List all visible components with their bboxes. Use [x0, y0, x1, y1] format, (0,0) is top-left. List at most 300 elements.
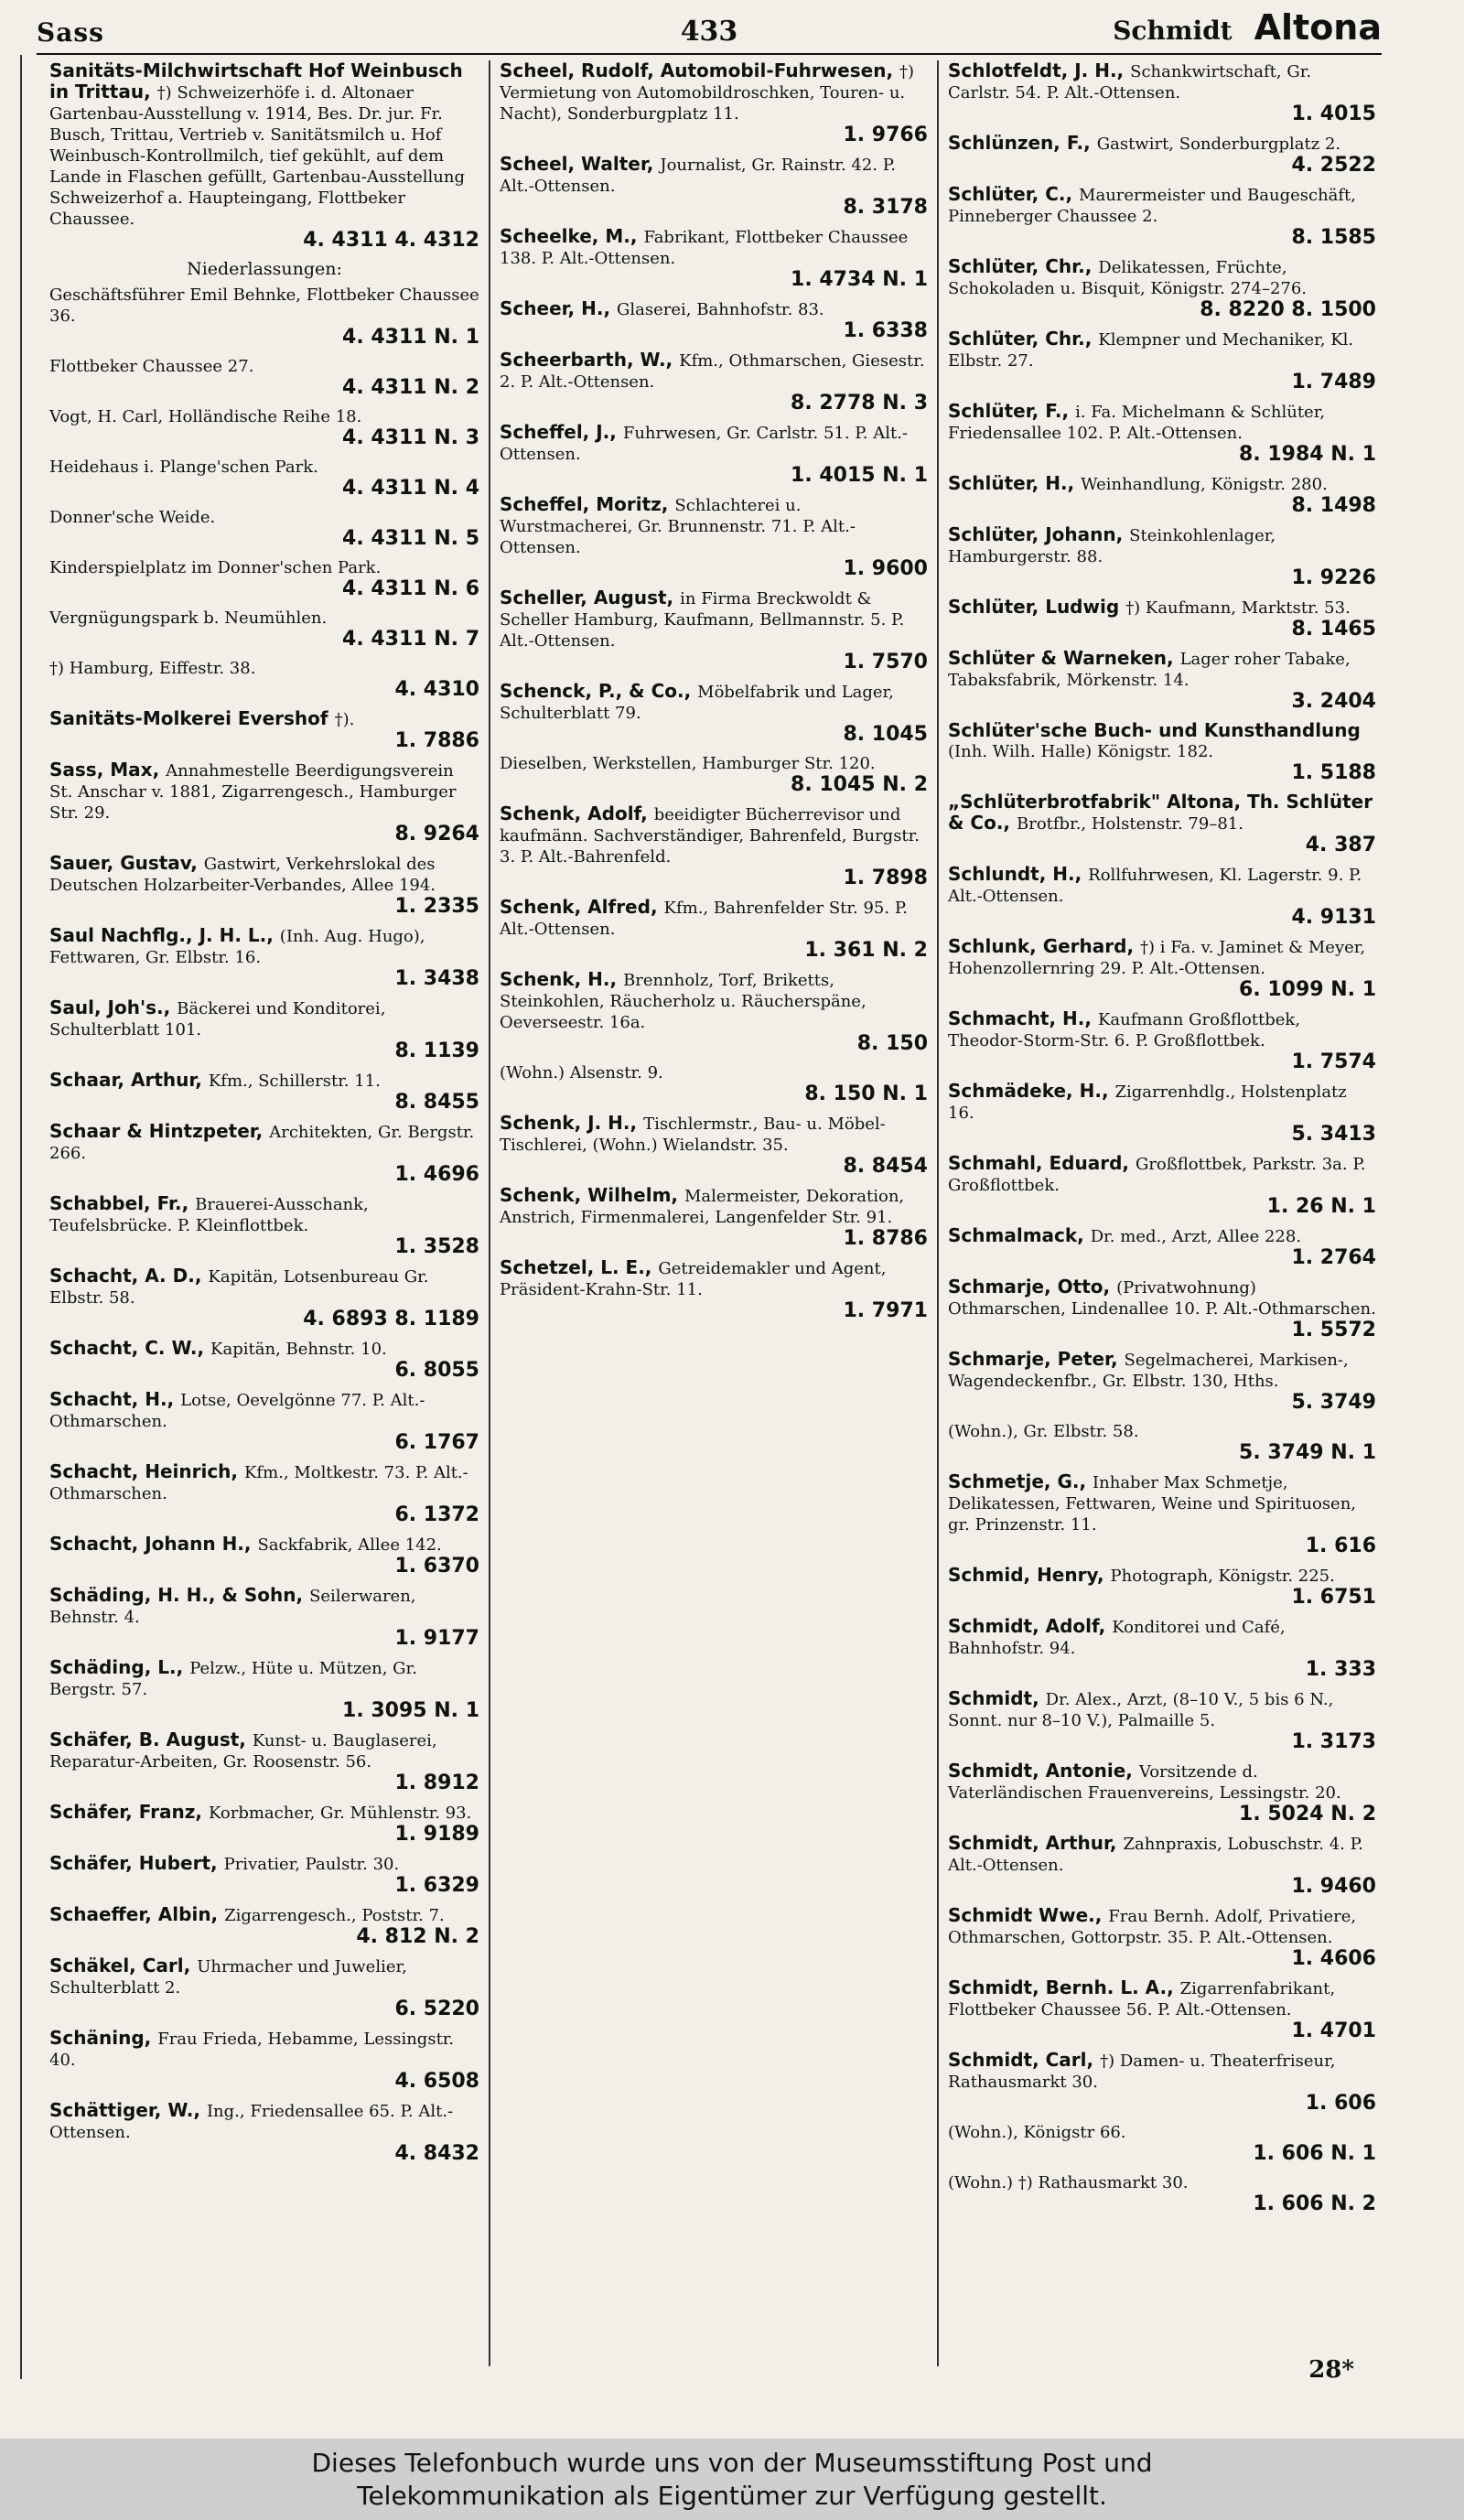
entry-name: Schmalmack, [948, 1224, 1091, 1246]
directory-entry [500, 226, 928, 291]
entry-name: Schmarje, Peter, [948, 1348, 1125, 1370]
entry-phone-number: 1. 6370 [394, 1555, 479, 1578]
entry-phone-number: 1. 9460 [1291, 1875, 1376, 1898]
entry-name: Schlüter, H., [948, 472, 1082, 494]
directory-entry [500, 897, 928, 962]
entry-name: Schlüter, Johann, [948, 523, 1130, 545]
entry-description: Zigarrenfabrikant, Flottbeker Chaussee 56. P. Alt.-Ottensen. [948, 1979, 1336, 2019]
directory-entry [948, 1008, 1376, 1073]
entry-name: Schlotfeldt, J. H., [948, 59, 1131, 81]
entry-name: Schmidt Wwe., [948, 1904, 1109, 1926]
entry-description: Tischlermstr., Bau- u. Möbel-Tischlerei, (Wohn.) Wielandstr. 35. [500, 1115, 886, 1155]
entry-description: Maurermeister und Baugeschäft, Pinneberger Chaussee 2. [948, 186, 1357, 226]
entry-description: Brennholz, Torf, Briketts, Steinkohlen, Räucherholz u. Räucherspäne, Oeverseestr. 16a. [500, 971, 867, 1032]
entry-description: Großflottbek, Parkstr. 3a. P. Großflottbek. [948, 1155, 1366, 1195]
directory-entry [500, 494, 928, 580]
directory-entry [948, 1349, 1376, 1414]
directory-entry [948, 597, 1376, 641]
entry-phone-number: 1. 9226 [1291, 566, 1376, 589]
directory-entry [49, 1121, 479, 1186]
entry-name: Schmacht, H., [948, 1007, 1098, 1029]
entry-description: †) Hamburg, Eiffestr. 38. [49, 659, 256, 678]
entry-name: Schenk, H., [500, 968, 624, 990]
entry-phone-number: 1. 8912 [394, 1772, 479, 1794]
entry-phone-number: 4. 6508 [394, 2070, 479, 2093]
footer-line-2: Telekommunikation als Eigentümer zur Verfügung gestellt. [357, 2480, 1107, 2511]
entry-name: Schäfer, B. August, [49, 1728, 253, 1750]
entry-phone-number: 1. 4015 N. 1 [791, 464, 928, 487]
entry-phone-number: 4. 4311 N. 6 [342, 577, 479, 600]
entry-description: Kfm., Bahrenfelder Str. 95. P. Alt.-Ottensen. [500, 899, 908, 939]
entry-description: Lager roher Tabake, Tabaksfabrik, Mörkenstr. 14. [948, 650, 1351, 690]
directory-entry [49, 457, 479, 500]
entry-description: Kunst- u. Bauglaserei, Reparatur-Arbeiten, Gr. Roosenstr. 56. [49, 1731, 437, 1772]
entry-description: Journalist, Gr. Rainstr. 42. P. Alt.-Ottensen. [500, 156, 896, 196]
entry-description: Steinkohlenlager, Hamburgerstr. 88. [948, 526, 1276, 566]
entry-description: †) Kaufmann, Marktstr. 53. [1125, 598, 1351, 618]
entry-phone-number: 8. 8454 [843, 1155, 928, 1178]
entry-description: Pelzw., Hüte u. Mützen, Gr. Bergstr. 57. [49, 1659, 417, 1699]
entry-phone-number: 8. 1585 [1291, 226, 1376, 249]
entry-name: Schenck, P., & Co., [500, 680, 698, 702]
directory-entry [500, 681, 928, 746]
entry-name: Scheller, August, [500, 587, 681, 608]
entry-phone-number: 1. 7574 [1291, 1050, 1376, 1073]
entry-name: Schmetje, G., [948, 1470, 1093, 1492]
directory-entry [948, 2122, 1376, 2165]
entry-name: Schmidt, [948, 1687, 1046, 1709]
entry-description: (Inh. Aug. Hugo), Fettwaren, Gr. Elbstr. 16. [49, 927, 425, 967]
directory-entry [49, 1657, 479, 1722]
entry-name: Scheelke, M., [500, 225, 644, 247]
entry-phone-number: 1. 6751 [1291, 1586, 1376, 1609]
entry-phone-number: 8. 3178 [843, 196, 928, 219]
entry-phone-number: 1. 5572 [1291, 1319, 1376, 1341]
entry-name: Schmahl, Eduard, [948, 1152, 1136, 1174]
entry-name: Schlüter & Warneken, [948, 647, 1180, 669]
entry-description: Zahnpraxis, Lobuschstr. 4. P. Alt.-Ottensen. [948, 1835, 1363, 1875]
entry-description: †) i Fa. v. Jaminet & Meyer, Hohenzollernring 29. P. Alt.-Ottensen. [948, 938, 1366, 978]
directory-entry [49, 1853, 479, 1897]
entry-name: Schmidt, Bernh. L. A., [948, 1976, 1180, 1998]
directory-entry [49, 356, 479, 399]
entry-description: Donner'sche Weide. [49, 508, 216, 527]
entry-phone-number: 1. 8786 [843, 1227, 928, 1250]
entry-name: Schlunk, Gerhard, [948, 935, 1141, 957]
entry-description: Schlachterei u. Wurstmacherei, Gr. Brunnenstr. 71. P. Alt.-Ottensen. [500, 496, 856, 557]
directory-entry [500, 753, 928, 796]
entry-name: Schäding, L., [49, 1656, 190, 1678]
entry-name: Schmid, Henry, [948, 1564, 1111, 1586]
entry-description: Gastwirt, Verkehrslokal des Deutschen Holzarbeiter-Verbandes, Allee 194. [49, 855, 436, 895]
entry-description: Fuhrwesen, Gr. Carlstr. 51. P. Alt.-Ottensen. [500, 424, 909, 464]
entry-phone-number: 1. 333 [1305, 1658, 1376, 1681]
entry-name: Schacht, Johann H., [49, 1533, 258, 1555]
entry-description: Kinderspielplatz im Donner'schen Park. [49, 558, 382, 577]
entry-name: Schmarje, Otto, [948, 1276, 1117, 1298]
header-rule [37, 53, 1382, 55]
entry-name: Schacht, C. W., [49, 1337, 211, 1359]
directory-entry [948, 1153, 1376, 1218]
directory-entry [948, 1276, 1376, 1341]
entry-description: Korbmacher, Gr. Mühlenstr. 93. [208, 1804, 472, 1823]
entry-phone-number: 8. 1984 N. 1 [1239, 443, 1376, 466]
entry-name: Schlüter, Chr., [948, 328, 1099, 350]
entry-description: i. Fa. Michelmann & Schlüter, Friedensallee 102. P. Alt.-Ottensen. [948, 403, 1326, 443]
entry-phone-number: 4. 2522 [1291, 154, 1376, 177]
page-number: 433 [680, 16, 738, 48]
entry-phone-number: 1. 9189 [394, 1823, 479, 1846]
directory-entry [49, 2100, 479, 2165]
entry-phone-number: 1. 7570 [843, 651, 928, 673]
directory-entry [49, 1802, 479, 1846]
entry-name: Schacht, A. D., [49, 1265, 209, 1287]
entry-phone-number: 4. 387 [1305, 834, 1376, 856]
entry-phone-number: 8. 150 [856, 1032, 928, 1055]
entry-description: Konditorei und Café, Bahnhofstr. 94. [948, 1618, 1286, 1658]
directory-entry [49, 507, 479, 550]
entry-name: Schabbel, Fr., [49, 1192, 196, 1214]
directory-entry [948, 720, 1376, 784]
entry-name: Schmidt, Carl, [948, 2049, 1101, 2071]
entry-name: Schäning, [49, 2027, 158, 2049]
entry-description: Möbelfabrik und Lager, Schulterblatt 79. [500, 683, 894, 723]
directory-entry [948, 936, 1376, 1001]
directory-entry [948, 2172, 1376, 2215]
directory-entry [49, 1955, 479, 2020]
entry-phone-number: 1. 3095 N. 1 [342, 1699, 479, 1722]
entry-description: Weinhandlung, Königstr. 280. [1081, 475, 1328, 494]
entry-phone-number: 4. 4311 N. 1 [342, 326, 479, 349]
entry-description: (Wohn.) Alsenstr. 9. [500, 1063, 663, 1082]
directory-entry [49, 557, 479, 600]
binding-edge [0, 55, 22, 2379]
entry-name: Schlünzen, F., [948, 132, 1097, 154]
entry-phone-number: 4. 8432 [394, 2142, 479, 2165]
entry-description: Lotse, Oevelgönne 77. P. Alt.-Othmarschen. [49, 1391, 425, 1431]
entry-name: Schlüter, C., [948, 183, 1080, 205]
entry-description: Dr. med., Arzt, Allee 228. [1090, 1227, 1302, 1246]
entry-phone-number: 4. 4311 N. 3 [342, 426, 479, 449]
entry-description: Ing., Friedensallee 65. P. Alt.-Ottensen. [49, 2102, 454, 2142]
entry-name: Schäding, H. H., & Sohn, [49, 1584, 310, 1606]
entry-description: Bäckerei und Konditorei, Schulterblatt 101. [49, 999, 386, 1039]
directory-entry [948, 1833, 1376, 1898]
entry-phone-number: 1. 4015 [1291, 102, 1376, 125]
entry-name: Sauer, Gustav, [49, 852, 204, 874]
entry-phone-number: 8. 8220 8. 1500 [1200, 298, 1376, 321]
directory-entry [500, 422, 928, 487]
entry-phone-number: 1. 9177 [394, 1627, 479, 1650]
entry-description: Frau Bernh. Adolf, Privatiere, Othmarschen, Gottorpstr. 35. P. Alt.-Ottensen. [948, 1907, 1357, 1947]
entry-description: Sackfabrik, Allee 142. [257, 1535, 442, 1555]
entry-description: Segelmacherei, Markisen-, Wagendeckenfbr., Gr. Elbstr. 130, Hths. [948, 1351, 1349, 1391]
entry-description: in Firma Breckwoldt & Scheller Hamburg, Kaufmann, Bellmannstr. 5. P. Alt.-Ottensen. [500, 589, 905, 651]
entry-phone-number: 1. 4606 [1291, 1947, 1376, 1970]
footer-line-1: Dieses Telefonbuch wurde uns von der Museumsstiftung Post und [311, 2447, 1153, 2478]
entry-name: Scheffel, Moritz, [500, 493, 675, 515]
directory-entry [500, 60, 928, 146]
entry-name: Schetzel, L. E., [500, 1256, 659, 1278]
header-left-name: Sass [37, 17, 104, 48]
entry-name: Schmidt, Antonie, [948, 1760, 1139, 1782]
entry-description: Dr. Alex., Arzt, (8–10 V., 5 bis 6 N., Sonnt. nur 8–10 V.), Palmaille 5. [948, 1690, 1334, 1730]
directory-entry [948, 1421, 1376, 1464]
entry-phone-number: 5. 3749 N. 1 [1239, 1441, 1376, 1464]
directory-entry [948, 473, 1376, 517]
entry-phone-number: 8. 1045 N. 2 [791, 773, 928, 796]
entry-description: (Wohn.), Gr. Elbstr. 58. [948, 1422, 1139, 1441]
entry-description: Kfm., Moltkestr. 73. P. Alt.-Othmarschen. [49, 1463, 468, 1503]
entry-description: †). [334, 710, 355, 729]
entry-phone-number: 1. 3528 [394, 1235, 479, 1258]
directory-entry [948, 1225, 1376, 1269]
entry-description: Zigarrenhdlg., Holstenplatz 16. [948, 1082, 1347, 1123]
entry-phone-number: 1. 6329 [394, 1874, 479, 1897]
entry-phone-number: 6. 5220 [394, 1998, 479, 2020]
entry-description: (Privatwohnung) Othmarschen, Lindenallee 10. P. Alt.-Othmarschen. [948, 1278, 1376, 1319]
directory-entry [49, 759, 479, 845]
header-right-name: Schmidt [1113, 16, 1233, 46]
entry-name: Schacht, Heinrich, [49, 1460, 244, 1482]
entry-phone-number: 4. 4310 [394, 678, 479, 701]
entry-name: Scheel, Rudolf, Automobil-Fuhrwesen, [500, 59, 900, 81]
directory-entry [49, 608, 479, 651]
entry-name: Saul Nachflg., J. H. L., [49, 924, 280, 946]
entry-description: Vogt, H. Carl, Holländische Reihe 18. [49, 407, 362, 426]
entry-phone-number: 1. 7898 [843, 867, 928, 889]
entry-name: Scheer, H., [500, 297, 618, 319]
entry-phone-number: 1. 606 [1305, 2092, 1376, 2115]
entry-description: Glaserei, Bahnhofstr. 83. [617, 300, 824, 319]
entry-name: Schlüter, Ludwig [948, 596, 1126, 618]
entry-phone-number: 4. 4311 N. 4 [342, 477, 479, 500]
entry-phone-number: 6. 1099 N. 1 [1239, 978, 1376, 1001]
directory-entry [948, 1081, 1376, 1146]
entry-description: Kfm., Schillerstr. 11. [208, 1072, 381, 1091]
entry-name: Schmidt, Adolf, [948, 1615, 1113, 1637]
entry-phone-number: 1. 26 N. 1 [1266, 1195, 1376, 1218]
directory-entry [49, 1338, 479, 1382]
section-subhead: Niederlassungen: [187, 259, 342, 279]
entry-name: Schacht, H., [49, 1388, 181, 1410]
entry-description: Heidehaus i. Plange'schen Park. [49, 458, 318, 477]
directory-entry [948, 792, 1376, 856]
directory-entry [948, 184, 1376, 249]
entry-phone-number: 1. 4696 [394, 1163, 479, 1186]
entry-name: Schäfer, Hubert, [49, 1852, 224, 1874]
entry-name: Schaar & Hintzpeter, [49, 1120, 270, 1142]
entry-phone-number: 1. 4734 N. 1 [791, 268, 928, 291]
entry-phone-number: 1. 7886 [394, 729, 479, 752]
header-right [1113, 7, 1382, 48]
directory-entry [948, 2050, 1376, 2115]
entry-phone-number: 1. 9600 [843, 557, 928, 580]
entry-phone-number: 1. 606 N. 2 [1253, 2192, 1376, 2215]
entry-phone-number: 6. 1767 [394, 1431, 479, 1454]
entry-name: Schaeffer, Albin, [49, 1903, 225, 1925]
directory-entry [49, 2028, 479, 2093]
directory-entry [49, 1904, 479, 1948]
entry-description: Schankwirtschaft, Gr. Carlstr. 54. P. Alt.-Ottensen. [948, 62, 1312, 102]
entry-phone-number: 1. 4701 [1291, 2019, 1376, 2042]
entry-description: Kfm., Othmarschen, Giesestr. 2. P. Alt.-Ottensen. [500, 351, 925, 392]
entry-name: Schäkel, Carl, [49, 1955, 198, 1976]
entry-phone-number: 1. 3173 [1291, 1730, 1376, 1753]
entry-description: †) Schweizerhöfe i. d. Altonaer Gartenbau-Ausstellung v. 1914, Bes. Dr. jur. Fr. Busch, Trittau, Vertrieb v. Sanitätsmilch u. Hof Weinbusch-Kontrollmilch, tief gekühlt, auf dem Lande in Flaschen gefüllt, Gartenbau-Ausstellung Schweizerhof a. Haupteingang, Flottbeker Chaussee. [49, 83, 466, 229]
entry-phone-number: 1. 7489 [1291, 371, 1376, 393]
directory-entry [500, 1113, 928, 1178]
entry-description: Vergnügungspark b. Neumühlen. [49, 608, 328, 628]
entry-description: Brauerei-Ausschank, Teufelsbrücke. P. Kleinflottbek. [49, 1195, 369, 1235]
entry-name: Schlüter, Chr., [948, 255, 1099, 277]
directory-entry [948, 1905, 1376, 1970]
entry-name: „Schlüterbrotfabrik" Altona, Th. Schlüter & Co., [948, 791, 1373, 834]
entry-name: Sass, Max, [49, 759, 167, 781]
directory-entry [948, 1977, 1376, 2042]
entry-name: Sanitäts-Molkerei Evershof [49, 707, 335, 729]
entry-description: Annahmestelle Beerdigungsverein St. Anschar v. 1881, Zigarrengesch., Hamburger Str. 29. [49, 761, 457, 823]
entry-description: Photograph, Königstr. 225. [1110, 1567, 1335, 1586]
entry-description: Geschäftsführer Emil Behnke, Flottbeker Chaussee 36. [49, 285, 479, 326]
entry-description: Vorsitzende d. Vaterländischen Frauenvereins, Lessingstr. 20. [948, 1762, 1341, 1803]
entry-phone-number: 1. 616 [1305, 1535, 1376, 1557]
entry-description: Brotfbr., Holstenstr. 79–81. [1016, 814, 1243, 834]
entry-phone-number: 4. 812 N. 2 [356, 1925, 479, 1948]
entry-name: Schäfer, Franz, [49, 1801, 209, 1823]
directory-entry [49, 60, 479, 252]
directory-entry [49, 1070, 479, 1114]
entry-phone-number: 4. 4311 N. 2 [342, 376, 479, 399]
directory-entry [500, 969, 928, 1055]
directory-entry [49, 1729, 479, 1794]
directory-entry [49, 1534, 479, 1578]
directory-entry [500, 298, 928, 342]
entry-description: Dieselben, Werkstellen, Hamburger Str. 120. [500, 754, 876, 773]
entry-name: Schaar, Arthur, [49, 1069, 209, 1091]
entry-phone-number: 5. 3749 [1291, 1391, 1376, 1414]
directory-entry [500, 803, 928, 889]
entry-description: (Inh. Wilh. Halle) Königstr. 182. [948, 742, 1214, 761]
directory-entry [948, 256, 1376, 321]
directory-entry [49, 1461, 479, 1526]
entry-description: Architekten, Gr. Bergstr. 266. [49, 1123, 475, 1163]
entry-phone-number: 8. 1139 [394, 1039, 479, 1062]
column-3 [937, 60, 1385, 2366]
entry-phone-number: 6. 8055 [394, 1359, 479, 1382]
directory-entry [948, 648, 1376, 713]
entry-phone-number: 1. 9766 [843, 124, 928, 146]
entry-description: Privatier, Paulstr. 30. [223, 1855, 400, 1874]
entry-name: Schmädeke, H., [948, 1080, 1115, 1102]
entry-name: Schenk, Wilhelm, [500, 1184, 684, 1206]
directory-entry [49, 285, 479, 349]
entry-phone-number: 1. 606 N. 1 [1253, 2142, 1376, 2165]
entry-description: †) Vermietung von Automobildroschken, Touren- u. Nacht), Sonderburgplatz 11. [500, 62, 915, 124]
directory-columns [40, 60, 1385, 2366]
directory-entry [49, 853, 479, 918]
entry-description: Delikatessen, Früchte, Schokoladen u. Bisquit, Königstr. 274–276. [948, 258, 1308, 298]
entry-description: (Wohn.), Königstr 66. [948, 2123, 1126, 2142]
entry-description: Kapitän, Behnstr. 10. [210, 1340, 387, 1359]
entry-description: Flottbeker Chaussee 27. [49, 357, 254, 376]
entry-phone-number: 4. 4311 N. 7 [342, 628, 479, 651]
directory-entry [948, 1761, 1376, 1825]
entry-phone-number: 8. 150 N. 1 [804, 1082, 928, 1105]
entry-phone-number: 4. 4311 4. 4312 [303, 229, 479, 252]
entry-description: (Wohn.) †) Rathausmarkt 30. [948, 2173, 1189, 2192]
entry-description: Klempner und Mechaniker, Kl. Elbstr. 27. [948, 330, 1354, 371]
entry-phone-number: 3. 2404 [1291, 690, 1376, 713]
directory-entry [500, 587, 928, 673]
entry-phone-number: 6. 1372 [394, 1503, 479, 1526]
entry-name: Saul, Joh's., [49, 996, 178, 1018]
signature-mark: 28* [1308, 2356, 1354, 2384]
entry-name: Schenk, Alfred, [500, 896, 664, 918]
entry-phone-number: 4. 9131 [1291, 906, 1376, 929]
entry-phone-number: 8. 9264 [394, 823, 479, 845]
entry-description: Inhaber Max Schmetje, Delikatessen, Fettwaren, Weine und Spirituosen, gr. Prinzenstr. 11. [948, 1473, 1357, 1535]
entry-description: Zigarrengesch., Poststr. 7. [224, 1906, 445, 1925]
directory-entry [500, 1062, 928, 1105]
directory-entry [49, 406, 479, 449]
directory-entry [49, 1389, 479, 1454]
directory-entry [49, 1585, 479, 1650]
entry-phone-number: 1. 3438 [394, 967, 479, 990]
entry-name: Schättiger, W., [49, 2099, 207, 2121]
directory-entry [49, 708, 479, 752]
header-city: Altona [1254, 7, 1382, 48]
column-1 [40, 60, 489, 2366]
entry-name: Schenk, Adolf, [500, 802, 654, 824]
column-2 [489, 60, 937, 2366]
entry-description: Getreidemakler und Agent, Präsident-Krahn-Str. 11. [500, 1259, 887, 1299]
entry-name: Scheel, Walter, [500, 153, 661, 175]
entry-description: Kapitän, Lotsenbureau Gr. Elbstr. 58. [49, 1267, 429, 1308]
entry-name: Schmidt, Arthur, [948, 1832, 1124, 1854]
entry-description: Kaufmann Großflottbek, Theodor-Storm-Str. 6. P. Großflottbek. [948, 1010, 1301, 1050]
directory-entry [948, 1688, 1376, 1753]
entry-description: Seilerwaren, Behnstr. 4. [49, 1587, 416, 1627]
directory-entry [948, 1471, 1376, 1557]
entry-phone-number: 4. 6893 8. 1189 [303, 1308, 479, 1330]
directory-entry [948, 328, 1376, 393]
entry-phone-number: 8. 1045 [843, 723, 928, 746]
entry-description: Gastwirt, Sonderburgplatz 2. [1096, 135, 1341, 154]
directory-entry [948, 1565, 1376, 1609]
entry-phone-number: 8. 8455 [394, 1091, 479, 1114]
directory-entry [49, 925, 479, 990]
entry-phone-number: 1. 2764 [1291, 1246, 1376, 1269]
entry-description: Fabrikant, Flottbeker Chaussee 138. P. Alt.-Ottensen. [500, 228, 909, 268]
directory-entry [49, 1265, 479, 1330]
entry-phone-number: 1. 2335 [394, 895, 479, 918]
entry-name: Scheerbarth, W., [500, 349, 680, 371]
entry-phone-number: 8. 1465 [1291, 618, 1376, 641]
entry-description: Uhrmacher und Juwelier, Schulterblatt 2. [49, 1957, 407, 1998]
directory-entry [500, 1185, 928, 1250]
directory-entry [49, 658, 479, 701]
entry-phone-number: 1. 5188 [1291, 761, 1376, 784]
directory-entry [500, 350, 928, 415]
entry-phone-number: 1. 5024 N. 2 [1239, 1803, 1376, 1825]
directory-entry [948, 401, 1376, 466]
entry-phone-number: 1. 7971 [843, 1299, 928, 1322]
entry-description: †) Damen- u. Theaterfriseur, Rathausmarkt 30. [948, 2052, 1336, 2092]
entry-name: Schlundt, H., [948, 863, 1089, 885]
entry-description: Rollfuhrwesen, Kl. Lagerstr. 9. P. Alt.-Ottensen. [948, 866, 1362, 906]
entry-phone-number: 5. 3413 [1291, 1123, 1376, 1146]
